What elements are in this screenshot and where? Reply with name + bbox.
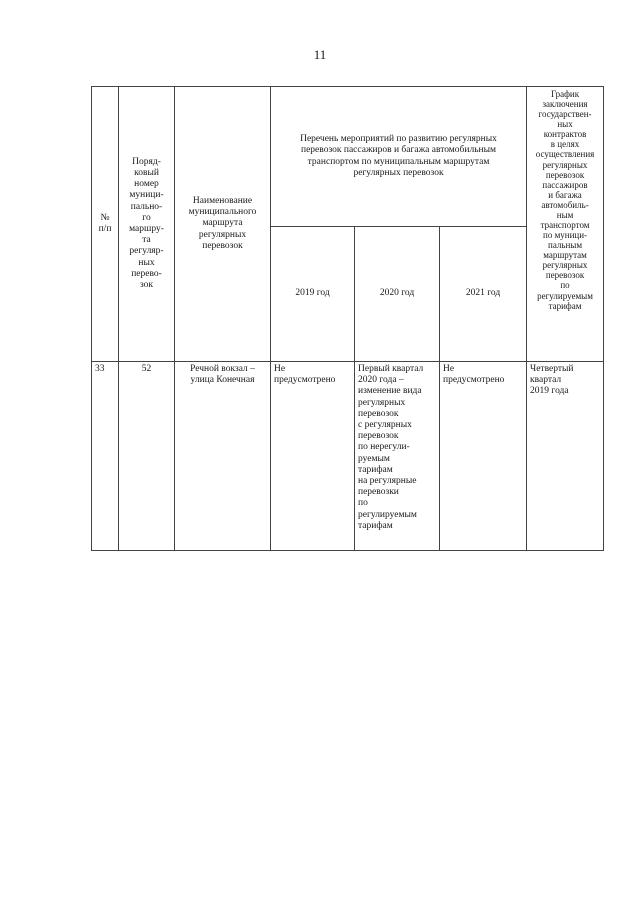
table-row — [92, 362, 604, 551]
row-2019: Не предусмотрено — [271, 362, 355, 551]
page-number: 11 — [313, 47, 327, 62]
header-route-name: Наименование муниципального маршрута регулярных перевозок — [175, 87, 271, 362]
row-2020: Первый квартал 2020 года – изменение вида регулярных перевозок с регулярных перевозок по нерегули- руемым тарифам на регулярные перевозки по регулируемым тарифам — [355, 362, 440, 551]
row-reg-number: 52 — [119, 362, 175, 551]
header-schedule: График заключения государствен- ных контрактов в целях осуществления регулярных перевозок пассажиров и багажа автомобиль- ным транспортом по муници- пальным маршрутам регулярных перевозок по регулируемым тарифам — [527, 87, 604, 362]
routes-table — [91, 86, 604, 551]
row-num: 33 — [92, 362, 119, 551]
row-schedule: Четвертый квартал 2019 года — [527, 362, 604, 551]
row-route-name: Речной вокзал – улица Конечная — [175, 362, 271, 551]
header-measures: Перечень мероприятий по развитию регулярных перевозок пассажиров и багажа автомобильным транспортом по муниципальным маршрутам регулярных перевозок — [271, 87, 527, 227]
row-2021: Не предусмотрено — [440, 362, 527, 551]
header-year-2020: 2020 год — [355, 227, 440, 362]
header-year-2019: 2019 год — [271, 227, 355, 362]
header-year-2021: 2021 год — [440, 227, 527, 362]
header-num: № п/п — [92, 87, 119, 362]
header-reg-number: Поряд- ковый номер муници- пально- го маршру- та регуляр- ных перево- зок — [119, 87, 175, 362]
